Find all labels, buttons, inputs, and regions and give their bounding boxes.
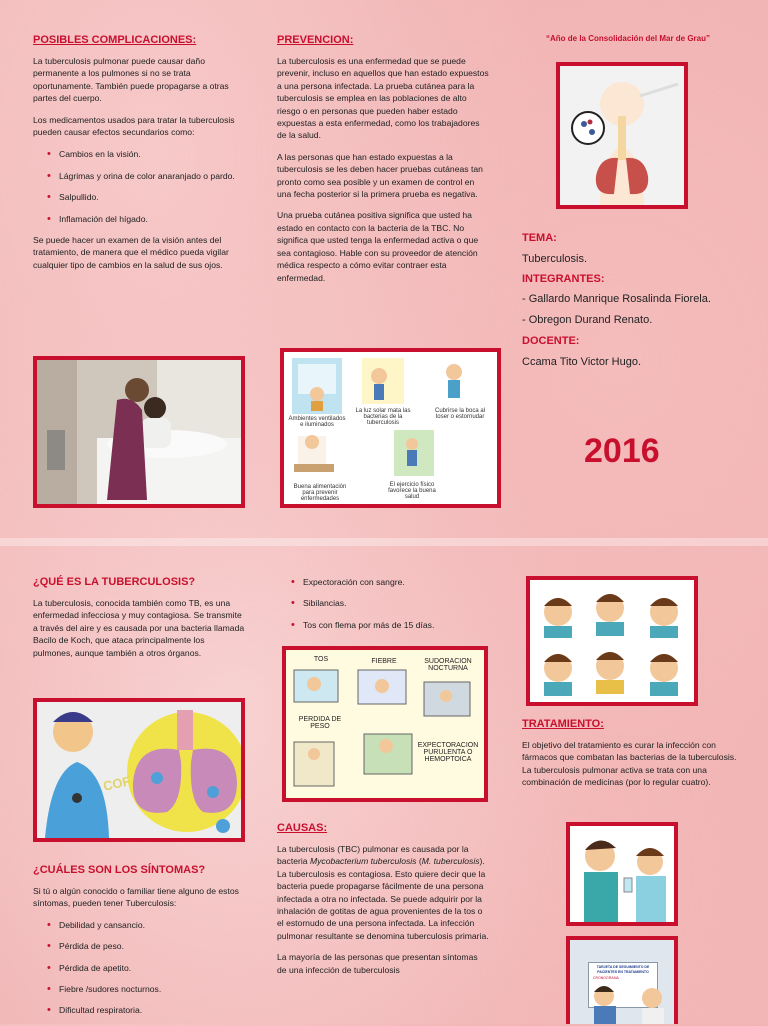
year-motto: “Año de la Consolidación del Mar de Grau” xyxy=(545,34,711,43)
list-item: • Dificultad respiratoria. xyxy=(33,1004,245,1016)
what-is-section xyxy=(33,576,245,659)
list-item: • Pérdida de peso. xyxy=(33,940,245,952)
treatment-card-illustration xyxy=(566,936,678,1024)
list-item: • Expectoración con sangre. xyxy=(277,576,489,588)
fold-divider xyxy=(0,538,768,546)
causes-p1 xyxy=(277,843,489,942)
causes-text-b: ( xyxy=(416,856,422,867)
symptoms-heading: ¿CUÁLES SON LOS SÍNTOMAS? xyxy=(33,864,206,876)
what-is-p1: La tuberculosis, conocida también como TB, es una enfermedad infecciosa y muy contagiosa. Se transmite a través del aire y es causada por una bacteria llamada Bacilo de Koch, que ataca principalmente los pulmones, aunque también a otros órganos. xyxy=(33,598,245,658)
cough-illustration xyxy=(33,698,245,842)
list-item: • Inflamación del hígado. xyxy=(33,213,243,225)
tracking-card-label: CRONOGRAMA xyxy=(593,976,619,980)
causes-section xyxy=(277,822,489,976)
cough-drawing xyxy=(37,702,241,838)
caption-nutrition: Buena alimentación para prevenir enfermedades xyxy=(293,484,347,502)
faces-illustration xyxy=(526,576,698,706)
symptoms-p: Si tú o algún conocido o familiar tiene alguno de estos síntomas, pueden tener Tuberculosis: xyxy=(33,886,239,909)
prevention-p3: Una prueba cutánea positiva significa que usted ha estado en contacto con la bacteria de la TBC. No significa que usted tenga la enfermedad activa o que sea contagioso. Hable con su proveedor de atención médica respecto a cómo evitar contraer esta enfermedad. xyxy=(277,210,479,283)
medicine-drawing xyxy=(570,826,674,922)
list-item: • Cambios en la visión. xyxy=(33,148,243,160)
list-item: • Lágrimas y orina de color anaranjado o pardo. xyxy=(33,170,243,182)
label-sudoracion: SUDORACION NOCTURNA xyxy=(424,658,472,672)
docente-value: Ccama Tito Victor Hugo. xyxy=(522,356,642,368)
label-perdida-peso: PERDIDA DE PESO xyxy=(298,716,342,730)
complications-p1: La tuberculosis pulmonar puede causar daño permanente a los pulmones si no se trata oportunamente. También puede propagarse a otras partes del cuerpo. xyxy=(33,56,229,104)
prevention-p1: La tuberculosis es una enfermedad que se puede prevenir, incluso en aquellos que han estado expuestos a una persona infectada. La prueba cutánea para la tuberculosis se emplea en las poblaciones de alto riesgo o en personas que pueden haber estado expuestas a esta enfermedad, como los trabajadores de la salud. xyxy=(277,56,489,141)
list-item: • Salpullido. xyxy=(33,191,243,203)
complications-p3: Se puede hacer un examen de la visión antes del tratamiento, de manera que el médico pueda vigilar cualquier tipo de cambios en la salud de sus ojos. xyxy=(33,235,229,270)
lungs-image xyxy=(556,62,688,209)
complications-section xyxy=(33,34,243,271)
treatment-heading: TRATAMIENTO: xyxy=(522,718,604,730)
lungs-drawing xyxy=(560,66,684,205)
list-item: • Fiebre /sudores nocturnos. xyxy=(33,983,245,995)
complications-p2: Los medicamentos usados para tratar la tuberculosis pueden causar efectos secundarios como: xyxy=(33,114,235,138)
hospital-photo xyxy=(33,356,245,508)
prevention-section xyxy=(277,34,489,284)
symptoms-cont xyxy=(277,576,489,640)
label-tos: TOS xyxy=(313,656,329,663)
faces-drawing xyxy=(530,580,694,702)
symptoms-list-2 xyxy=(277,576,489,631)
complications-list xyxy=(33,148,243,225)
treatment-card-drawing xyxy=(570,940,674,1024)
causes-bacteria-name: Mycobacterium tuberculosis xyxy=(309,856,417,867)
tracking-card-title: TARJETA DE SEGUIMIENTO DE PACIENTES EN TRATAMIENTO xyxy=(596,965,650,974)
prevention-illustration xyxy=(280,348,501,508)
what-is-heading: ¿QUÉ ES LA TUBERCULOSIS? xyxy=(33,576,196,588)
cover-info xyxy=(522,232,742,368)
tema-label: TEMA: xyxy=(522,232,557,244)
list-item: • Sibilancias. xyxy=(277,597,489,609)
treatment-p1: El objetivo del tratamiento es curar la infección con fármacos que combatan las bacterias de la tuberculosis. La tuberculosis pulmonar activa se trata con una combinación de medicinas (por lo regular cuatro). xyxy=(522,740,737,788)
medicine-illustration xyxy=(566,822,678,926)
causes-text-a: La tuberculosis (TBC) pulmonar es causada por la bacteria xyxy=(277,844,469,867)
caption-cover-mouth: Cubrirse la boca al toser o estornudar xyxy=(434,408,486,420)
docente-label: DOCENTE: xyxy=(522,335,580,347)
label-fiebre: FIEBRE xyxy=(371,658,397,665)
list-item: • Debilidad y cansancio. xyxy=(33,919,245,931)
complications-heading: POSIBLES COMPLICACIONES: xyxy=(33,34,197,46)
caption-exercise: El ejercicio físico favorece la buena salud xyxy=(388,482,436,500)
causes-p2: La mayoría de las personas que presentan síntomas de una infección de tuberculosis xyxy=(277,952,478,975)
label-expectoracion: EXPECTORACION PURULENTA O HEMOPTOICA xyxy=(417,742,479,763)
symptoms-list xyxy=(33,919,245,1017)
treatment-section xyxy=(522,718,744,789)
prevention-heading: PREVENCION: xyxy=(277,34,354,46)
list-item: • Tos con flema por más de 15 días. xyxy=(277,619,489,631)
prevention-p2: A las personas que han estado expuestas a la tuberculosis se les deben hacer pruebas cutáneas tan pronto como sea posible y un examen de control en una fecha posterior si la primera prueba es negativa. xyxy=(277,151,483,200)
tema-value: Tuberculosis. xyxy=(522,253,588,265)
caption-sunlight: La luz solar mata las bacterias de la tuberculosis xyxy=(355,408,411,426)
hospital-photo-illustration xyxy=(37,360,241,504)
symptoms-chart xyxy=(282,646,488,802)
integrantes-label: INTEGRANTES: xyxy=(522,273,605,285)
cough-text: COF xyxy=(101,773,132,794)
integrante-1: - Gallardo Manrique Rosalinda Fiorela. xyxy=(522,293,711,305)
year-big: 2016 xyxy=(584,432,660,470)
causes-text-c: ). La tuberculosis es contagiosa. Esto quiere decir que la bacteria puede propagarse fácilmente de una persona infectada a otra no infectada. Se puede adquirir por la inhalación de gotitas de agua provenientes de la tos o el estornudo de una persona infectada. La infección pulmonar resultante se denomina tuberculosis primaria. xyxy=(277,856,489,941)
causes-heading: CAUSAS: xyxy=(277,822,328,834)
integrante-2: - Obregon Durand Renato. xyxy=(522,314,653,326)
list-item: • Pérdida de apetito. xyxy=(33,962,245,974)
symptoms-section xyxy=(33,864,245,1026)
caption-ventilated: Ambientes ventilados e iluminados xyxy=(288,416,346,428)
causes-bacteria-abbr: M. tuberculosis xyxy=(421,856,480,867)
